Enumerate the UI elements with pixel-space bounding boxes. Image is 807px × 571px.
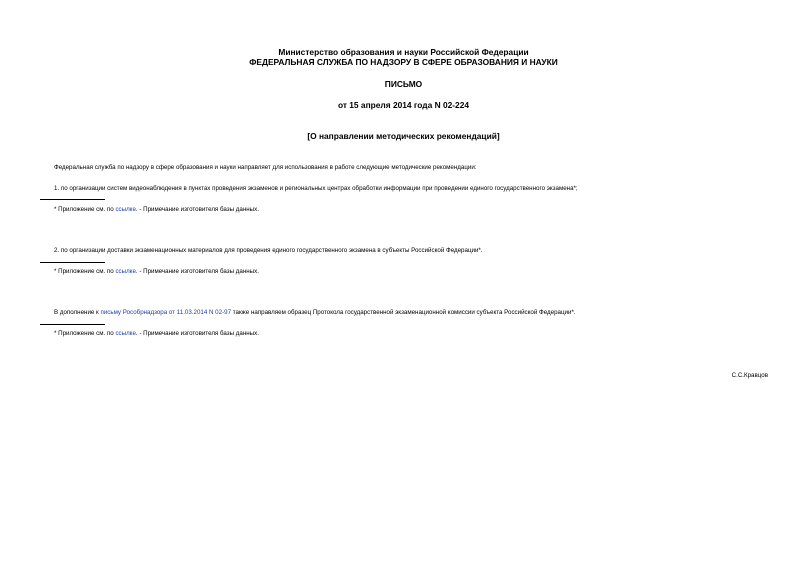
footnote-1-suffix: . - Примечание изготовителя базы данных. <box>135 206 259 213</box>
service-title: ФЕДЕРАЛЬНАЯ СЛУЖБА ПО НАДЗОРУ В СФЕРЕ ОБРАЗОВАНИЯ И НАУКИ <box>249 57 558 67</box>
intro-paragraph: Федеральная служба по надзору в сфере образования и науки направляет для использования в работе следующие методические рекомендации: <box>54 164 477 171</box>
footnote-3 <box>54 330 259 338</box>
footnote-1-prefix: * Приложение см. по <box>54 206 116 213</box>
footnote-3-link[interactable]: ссылке <box>115 330 136 337</box>
addition-suffix: также направляем образец Протокола государственной экзаменационной комиссии субъекта Российской Федерации*. <box>231 309 576 316</box>
footnote-2 <box>54 268 259 276</box>
footnote-1-link[interactable]: ссылке <box>115 206 136 213</box>
footnote-3-prefix: * Приложение см. по <box>54 330 116 337</box>
document-date-number: от 15 апреля 2014 года N 02-224 <box>337 100 470 110</box>
footnote-divider-1 <box>40 199 105 200</box>
footnote-divider-2 <box>40 262 105 263</box>
footnote-1 <box>54 206 259 214</box>
footnote-divider-3 <box>40 324 105 325</box>
document-subject: [О направлении методических рекомендаций] <box>307 131 500 141</box>
recommendation-item-2: 2. по организации доставки экзаменационных материалов для проведения единого государственного экзамена в субъекты Российской Федерации*. <box>54 247 483 254</box>
footnote-2-link[interactable]: ссылке <box>115 268 136 275</box>
recommendation-item-1: 1. по организации систем видеонаблюдения в пунктах проведения экзаменов и региональных центрах обработки информации при проведении единого государственного экзамена*; <box>54 185 578 192</box>
footnote-2-prefix: * Приложение см. по <box>54 268 116 275</box>
ministry-title: Министерство образования и науки Российской Федерации <box>278 47 529 57</box>
footnote-3-suffix: . - Примечание изготовителя базы данных. <box>135 330 259 337</box>
addition-prefix: В дополнение к <box>54 309 101 316</box>
document-type: ПИСЬМО <box>384 79 423 89</box>
signature: С.С.Кравцов <box>731 372 768 379</box>
footnote-2-suffix: . - Примечание изготовителя базы данных. <box>135 268 259 275</box>
rosobrnadzor-letter-link[interactable]: письму Рособрнадзора от 11.03.2014 N 02-97 <box>100 309 232 316</box>
addition-paragraph <box>54 309 576 317</box>
